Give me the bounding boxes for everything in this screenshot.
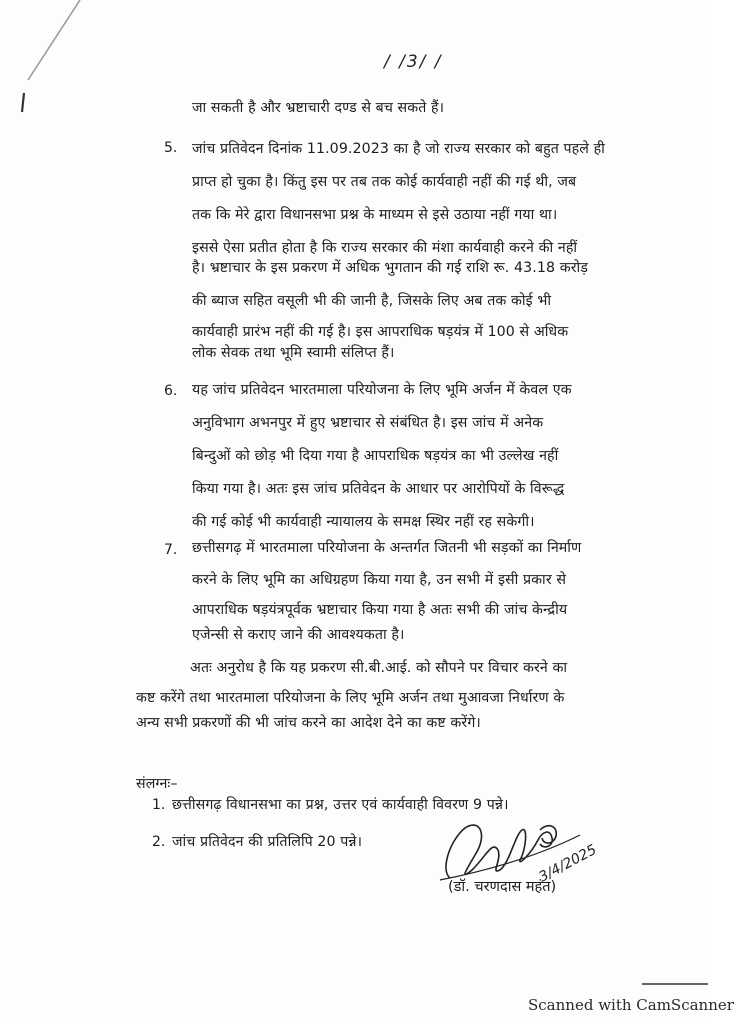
point-line: इससे ऐसा प्रतीत होता है कि राज्य सरकार की मंशा कार्यवाही करने की नहीं <box>192 240 578 256</box>
enclosure-number: 2. <box>152 834 166 850</box>
pen-stroke-mark <box>640 980 710 988</box>
point-line: एजेन्सी से कराए जाने की आवश्यकता है। <box>192 627 405 643</box>
point-line: कार्यवाही प्रारंभ नहीं की गई है। इस आपराधिक षड़यंत्र में 100 से अधिक <box>192 324 569 340</box>
point-line: छत्तीसगढ़ में भारतमाला परियोजना के अन्तर्गत जितनी भी सड़कों का निर्माण <box>192 540 582 556</box>
enclosures-heading: संलग्नः– <box>136 776 178 792</box>
point-line: करने के लिए भूमि का अधिग्रहण किया गया है, उन सभी में इसी प्रकार से <box>192 572 567 588</box>
point-line: है। भ्रष्टाचार के इस प्रकरण में अधिक भुगतान की गई राशि रू. 43.18 करोड़ <box>192 260 588 276</box>
point-number: 6. <box>164 383 178 399</box>
point-line: यह जांच प्रतिवेदन भारतमाला परियोजना के लिए भूमि अर्जन में केवल एक <box>192 382 572 398</box>
pen-stroke-mark <box>0 0 120 120</box>
point-line: तक कि मेरे द्वारा विधानसभा प्रश्न के माध्यम से इसे उठाया नहीं गया था। <box>192 207 558 223</box>
signatory-name: (डॉ. चरणदास महंत) <box>448 879 557 895</box>
point-line: प्राप्त हो चुका है। किंतु इस पर तब तक कोई कार्यवाही नहीं की गई थी, जब <box>192 174 577 190</box>
page-number: / /3/ / <box>384 52 443 72</box>
point-line: अनुविभाग अभनपुर में हुए भ्रष्टाचार से संबंधित है। इस जांच में अनेक <box>192 415 544 431</box>
point-line: जांच प्रतिवेदन दिनांक 11.09.2023 का है जो राज्य सरकार को बहुत पहले ही <box>192 141 605 157</box>
point-line: आपराधिक षड़यंत्रपूर्वक भ्रष्टाचार किया गया है अतः सभी की जांच केन्द्रीय <box>192 602 568 618</box>
point-number: 7. <box>164 542 178 558</box>
enclosure-item: छत्तीसगढ़ विधानसभा का प्रश्न, उत्तर एवं कार्यवाही विवरण 9 पन्ने। <box>172 797 509 813</box>
enclosure-number: 1. <box>152 797 166 813</box>
request-line: अतः अनुरोध है कि यह प्रकरण सी.बी.आई. को सौपने पर विचार करने का <box>190 660 568 676</box>
request-line: अन्य सभी प्रकरणों की भी जांच करने का आदेश देने का कष्ट करेंगे। <box>136 715 481 731</box>
point-number: 5. <box>164 140 178 156</box>
point-line: की गई कोई भी कार्यवाही न्यायालय के समक्ष स्थिर नहीं रह सकेगी। <box>192 514 535 530</box>
opening-line: जा सकती है और भ्रष्टाचारी दण्ड से बच सकते हैं। <box>192 100 445 116</box>
scanner-watermark: Scanned with CamScanner <box>528 996 734 1014</box>
point-line: किया गया है। अतः इस जांच प्रतिवेदन के आधार पर आरोपियों के विरूद्ध <box>192 481 565 497</box>
point-line: बिन्दुओं को छोड़ भी दिया गया है आपराधिक षड़यंत्र का भी उल्लेख नहीं <box>192 448 559 464</box>
point-line: की ब्याज सहित वसूली भी की जानी है, जिसके लिए अब तक कोई भी <box>192 293 552 309</box>
point-line: लोक सेवक तथा भूमि स्वामी संलिप्त हैं। <box>192 345 395 361</box>
enclosure-item: जांच प्रतिवेदन की प्रतिलिपि 20 पन्ने। <box>172 834 363 850</box>
signature-date: 3/4/2025 <box>536 841 600 886</box>
request-line: कष्ट करेंगे तथा भारतमाला परियोजना के लिए भूमि अर्जन तथा मुआवजा निर्धारण के <box>136 690 565 706</box>
